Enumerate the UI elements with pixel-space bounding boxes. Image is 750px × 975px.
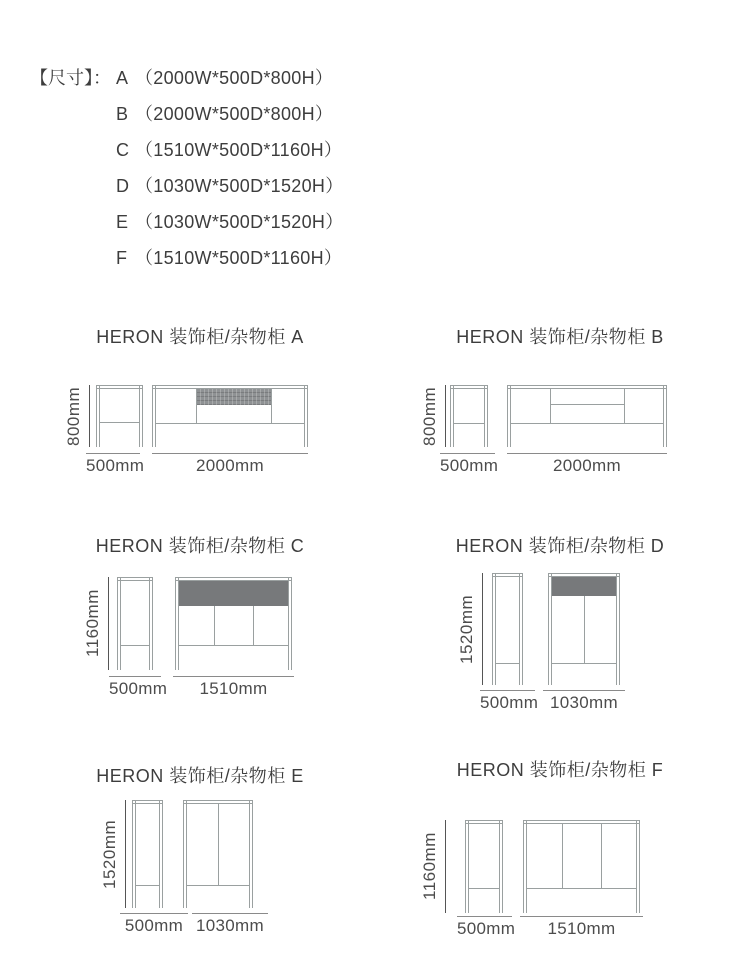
depth-dimension-label: 500mm <box>109 676 161 699</box>
leg <box>96 385 100 447</box>
front-view <box>183 800 253 908</box>
height-dimension-line <box>445 385 446 447</box>
depth-dimension-label: 500mm <box>480 690 535 713</box>
leg <box>139 385 143 447</box>
leg <box>152 385 156 447</box>
diagram-panel-e <box>40 748 360 943</box>
door-divider <box>218 804 219 885</box>
divider <box>271 389 272 423</box>
shelf-rail <box>496 663 519 664</box>
width-dimension-label: 1510mm <box>173 676 294 699</box>
leg <box>507 385 511 447</box>
shelf-rail <box>469 888 499 889</box>
shelf-rail <box>511 423 663 424</box>
shelf-rail <box>454 423 484 424</box>
leg <box>492 573 496 685</box>
spec-row <box>30 96 344 132</box>
diagram-title-c: HERON 装饰柜/杂物柜 C <box>95 536 305 556</box>
shelf-rail <box>156 423 304 424</box>
leg <box>519 573 523 685</box>
front-view <box>507 385 667 447</box>
leg <box>450 385 454 447</box>
top-panel <box>466 820 502 824</box>
top-panel <box>118 577 152 581</box>
divider <box>562 824 563 888</box>
diagram-panel-a <box>40 315 360 485</box>
diagram-panel-d <box>400 520 720 712</box>
diagram-title-e: HERON 装饰柜/杂物柜 E <box>96 766 304 786</box>
upper-door-panel <box>552 577 616 596</box>
upper-door-panel <box>179 581 288 606</box>
top-panel <box>451 385 487 389</box>
side-view <box>96 385 143 447</box>
diagram-title-f: HERON 装饰柜/杂物柜 F <box>456 760 664 780</box>
drawer-divider <box>550 404 624 405</box>
front-view <box>175 577 292 670</box>
leg <box>288 577 292 670</box>
leg <box>465 820 469 913</box>
spec-key: F <box>116 248 127 268</box>
leg <box>499 820 503 913</box>
height-dimension-label: 800mm <box>420 386 439 446</box>
shelf-rail <box>100 422 139 423</box>
spec-key: D <box>116 176 129 196</box>
divider <box>196 389 197 423</box>
leg <box>159 800 163 908</box>
height-dimension-label: 1520mm <box>457 594 476 664</box>
side-view <box>117 577 153 670</box>
top-panel <box>493 573 522 577</box>
leg <box>484 385 488 447</box>
shelf-rail <box>136 885 159 886</box>
shelf-rail <box>187 885 249 886</box>
leg <box>249 800 253 908</box>
front-view <box>548 573 620 685</box>
spec-key: B <box>116 104 129 124</box>
top-panel <box>97 385 142 389</box>
height-dimension-line <box>108 577 109 670</box>
height-dimension-label: 800mm <box>64 386 83 446</box>
leg <box>636 820 640 913</box>
divider <box>214 606 215 645</box>
height-dimension-line <box>125 800 126 908</box>
spec-row <box>30 204 344 240</box>
spec-prefix: 【尺寸】： <box>30 68 111 88</box>
width-dimension-label: 1030mm <box>192 913 268 936</box>
spec-row <box>30 168 344 204</box>
diagram-panel-b <box>400 315 720 485</box>
divider <box>601 824 602 888</box>
leg <box>183 800 187 908</box>
spec-dims: （1030W*500D*1520H） <box>135 176 344 196</box>
leg <box>149 577 153 670</box>
leg <box>132 800 136 908</box>
width-dimension-label: 2000mm <box>152 453 308 476</box>
width-dimension-label: 1510mm <box>520 916 643 939</box>
side-view <box>132 800 163 908</box>
spec-dims: （1510W*500D*1160H） <box>135 248 343 268</box>
spec-list <box>30 60 344 276</box>
spec-dims: （2000W*500D*800H） <box>135 68 334 88</box>
height-dimension-label: 1160mm <box>83 589 102 658</box>
leg <box>616 573 620 685</box>
depth-dimension-label: 500mm <box>86 453 140 476</box>
side-view <box>450 385 488 447</box>
divider <box>253 606 254 645</box>
width-dimension-label: 2000mm <box>507 453 667 476</box>
leg <box>523 820 527 913</box>
divider <box>550 389 551 423</box>
shelf-rail <box>179 645 288 646</box>
height-dimension-line <box>445 820 446 913</box>
width-dimension-label: 1030mm <box>543 690 625 713</box>
spec-key: C <box>116 140 129 160</box>
spec-key: E <box>116 212 129 232</box>
spec-key: A <box>116 68 129 88</box>
top-panel <box>524 820 639 824</box>
spec-dims: （1510W*500D*1160H） <box>135 140 343 160</box>
front-view <box>523 820 640 913</box>
top-panel <box>508 385 666 389</box>
spec-row <box>30 132 344 168</box>
diagram-panel-c <box>40 520 360 705</box>
front-view <box>152 385 308 447</box>
spec-dims: （1030W*500D*1520H） <box>135 212 344 232</box>
height-dimension-line <box>89 385 90 447</box>
shelf-rail <box>121 645 149 646</box>
divider <box>624 389 625 423</box>
top-panel <box>133 800 162 804</box>
spec-row <box>30 240 344 276</box>
shelf-rail <box>552 663 616 664</box>
diagram-panel-f <box>400 748 720 943</box>
spec-dims: （2000W*500D*800H） <box>135 104 334 124</box>
depth-dimension-label: 500mm <box>457 916 512 939</box>
drawer-panel <box>196 389 271 405</box>
diagram-title-d: HERON 装饰柜/杂物柜 D <box>455 536 665 556</box>
leg <box>117 577 121 670</box>
side-view <box>465 820 503 913</box>
diagram-title-b: HERON 装饰柜/杂物柜 B <box>456 327 664 347</box>
diagram-title-a: HERON 装饰柜/杂物柜 A <box>96 327 304 347</box>
leg <box>304 385 308 447</box>
shelf-rail <box>527 888 636 889</box>
depth-dimension-label: 500mm <box>440 453 495 476</box>
height-dimension-label: 1520mm <box>100 819 119 889</box>
side-view <box>492 573 523 685</box>
door-divider <box>584 596 585 663</box>
leg <box>663 385 667 447</box>
height-dimension-line <box>482 573 483 685</box>
height-dimension-label: 1160mm <box>420 832 439 901</box>
depth-dimension-label: 500mm <box>120 913 188 936</box>
spec-row <box>30 60 344 96</box>
